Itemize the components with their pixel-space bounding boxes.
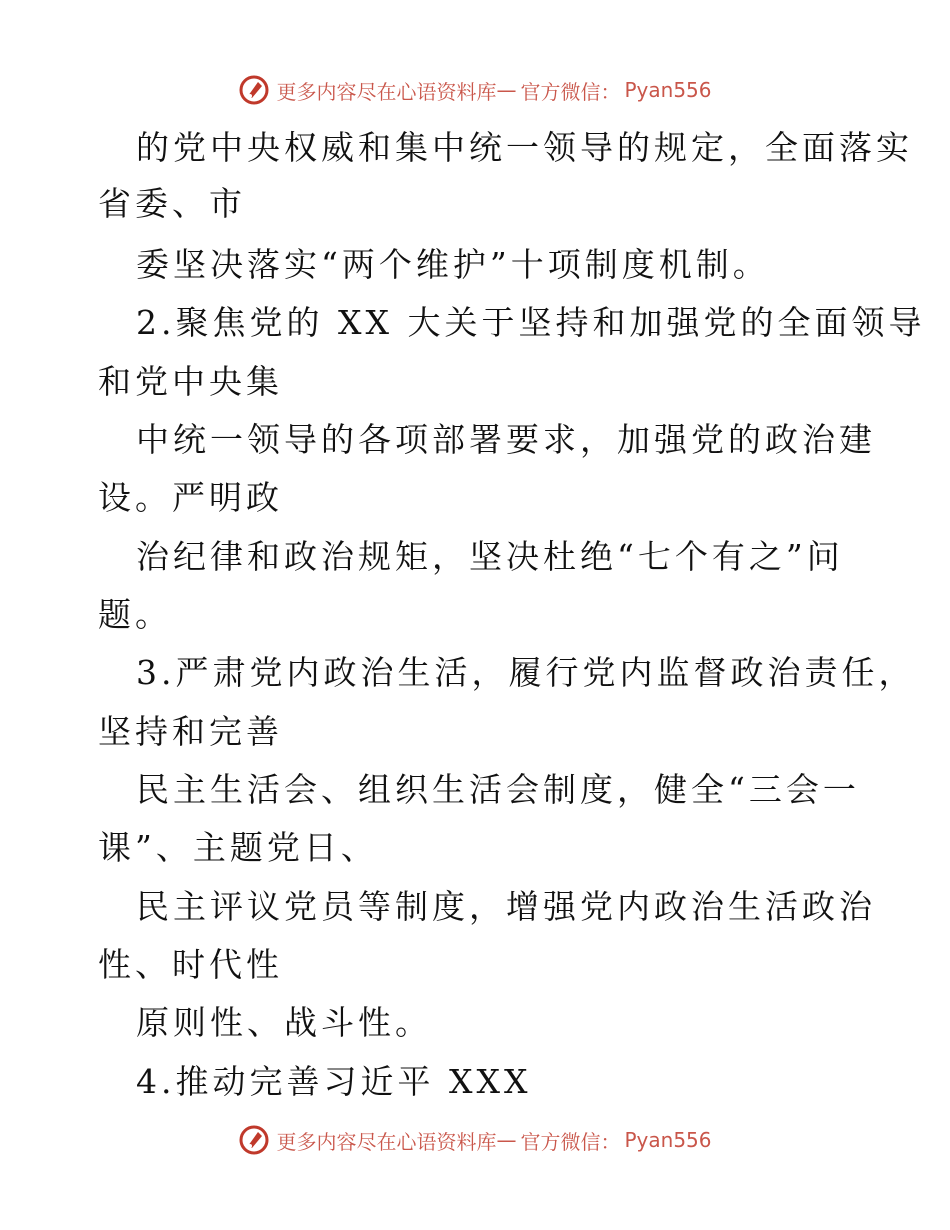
text-line: 坚持和完善 — [98, 712, 283, 751]
text-line: 民主评议党员等制度，增强党内政治生活政治 — [136, 887, 876, 926]
watermark-separator: — — [496, 78, 517, 102]
text-line: 省委、市 — [98, 184, 246, 223]
watermark-account: Pyan556 — [624, 78, 712, 102]
text-line: 课”、主题党日、 — [98, 828, 378, 867]
text-line: 2.聚焦党的 XX 大关于坚持和加强党的全面领导 — [136, 303, 926, 342]
footer-watermark — [0, 1120, 950, 1160]
text-line: 的党中央权威和集中统一领导的规定，全面落实 — [136, 128, 913, 167]
watermark-account: Pyan556 — [624, 1128, 712, 1152]
text-line: 中统一领导的各项部署要求，加强党的政治建 — [136, 420, 876, 459]
text-line: 治纪律和政治规矩，坚决杜绝“七个有之”问 — [136, 537, 844, 576]
pen-nib-logo-icon — [238, 74, 270, 106]
watermark-label: 官方微信： — [520, 79, 621, 104]
watermark-brand: 更多内容尽在心语资料库 — [276, 79, 497, 104]
text-line: 3.严肃党内政治生活，履行党内监督政治责任， — [136, 653, 916, 692]
text-line: 4.推动完善习近平 XXX — [136, 1062, 532, 1101]
text-line: 题。 — [98, 595, 172, 634]
pen-nib-logo-icon — [238, 1124, 270, 1156]
header-watermark — [0, 70, 950, 110]
text-line: 原则性、战斗性。 — [136, 1003, 432, 1042]
watermark-separator: — — [496, 1128, 517, 1152]
text-line: 和党中央集 — [98, 362, 283, 401]
watermark-label: 官方微信： — [520, 1129, 621, 1154]
watermark-brand: 更多内容尽在心语资料库 — [276, 1129, 497, 1154]
text-line: 民主生活会、组织生活会制度，健全“三会一 — [136, 770, 860, 809]
text-line: 性、时代性 — [98, 945, 283, 984]
text-line: 委坚决落实“两个维护”十项制度机制。 — [136, 245, 770, 284]
text-line: 设。严明政 — [98, 478, 283, 517]
